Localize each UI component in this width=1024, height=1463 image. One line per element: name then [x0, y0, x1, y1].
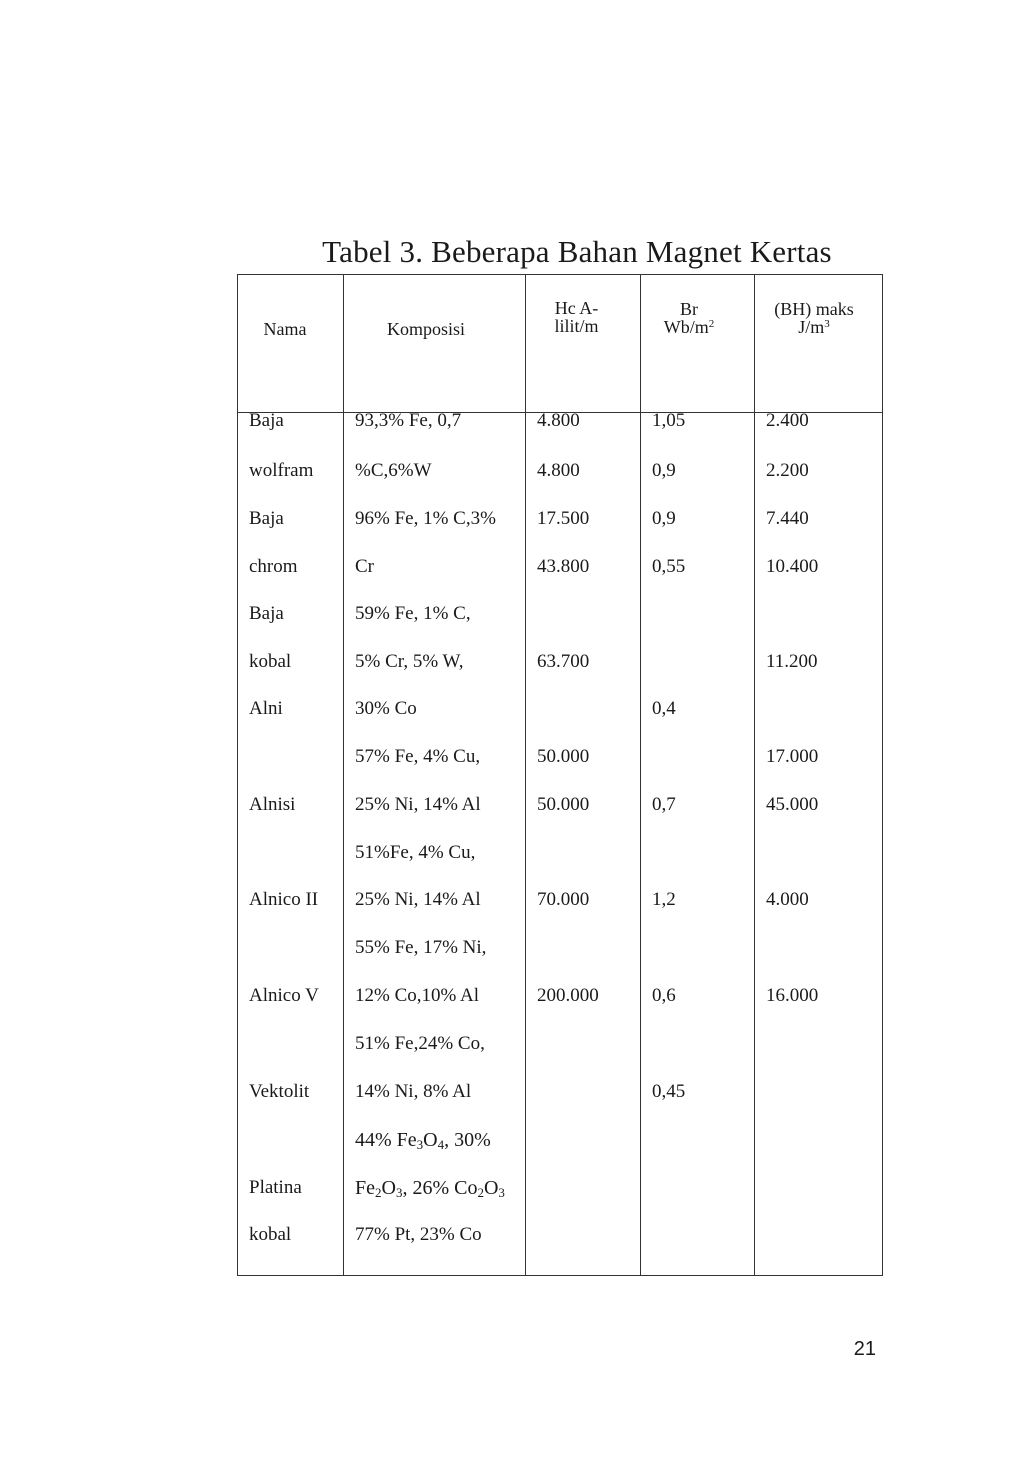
cell-nama: Baja — [249, 410, 284, 431]
table-divider — [343, 274, 344, 1276]
header-hc-line2: lilit/m — [554, 316, 599, 336]
header-hc-line1: Hc A- — [554, 298, 599, 318]
cell-bh: 7.440 — [766, 508, 809, 529]
cell-komposisi: 30% Co — [355, 698, 417, 719]
cell-hc: 4.800 — [537, 410, 580, 431]
cell-nama: Baja — [249, 508, 284, 529]
cell-nama: Alnisi — [249, 794, 296, 815]
cell-hc: 70.000 — [537, 889, 590, 910]
cell-komposisi: Cr — [355, 556, 374, 577]
table-title: Tabel 3. Beberapa Bahan Magnet Kertas — [322, 234, 832, 269]
cell-komposisi: 51% Fe,24% Co, — [355, 1033, 485, 1054]
cell-komposisi: 12% Co,10% Al — [355, 985, 480, 1006]
cell-br: 0,6 — [652, 985, 676, 1006]
cell-nama: Platina — [249, 1177, 302, 1198]
header-br-line2: $Wb/m^2$ — [663, 317, 715, 337]
cell-nama: kobal — [249, 651, 292, 672]
cell-hc: 17.500 — [537, 508, 590, 529]
header-bh-line1: (BH) maks — [774, 299, 854, 319]
cell-komposisi: 25% Ni, 14% Al — [355, 889, 481, 910]
cell-br: 0,4 — [652, 698, 676, 719]
cell-nama: kobal — [249, 1224, 292, 1245]
cell-bh: 2.400 — [766, 410, 809, 431]
table-divider — [525, 274, 526, 1276]
header-br-line1: Br — [680, 299, 698, 319]
table-divider — [754, 274, 755, 1276]
cell-hc: 63.700 — [537, 651, 590, 672]
cell-br: 0,7 — [652, 794, 676, 815]
header-br — [640, 300, 738, 336]
cell-komposisi: 57% Fe, 4% Cu, — [355, 746, 481, 767]
cell-bh: 2.200 — [766, 460, 809, 481]
cell-komposisi: 93,3% Fe, 0,7 — [355, 410, 462, 431]
cell-hc: 4.800 — [537, 460, 580, 481]
cell-hc: 50.000 — [537, 746, 590, 767]
cell-komposisi-formula: $Fe_2O_3$, 26% $Co_2O_3$ — [355, 1177, 505, 1200]
cell-komposisi-formula: 44% $Fe_3O_4$, 30% — [355, 1129, 491, 1152]
header-bh-line2: $J/m^3$ — [798, 317, 830, 337]
cell-nama: Alnico II — [249, 889, 319, 910]
cell-nama: Baja — [249, 603, 284, 624]
cell-br: 1,2 — [652, 889, 676, 910]
cell-nama: Alnico V — [249, 985, 319, 1006]
header-hc — [525, 299, 628, 335]
cell-hc: 43.800 — [537, 556, 590, 577]
cell-br: 0,9 — [652, 508, 676, 529]
cell-bh: 11.200 — [766, 651, 818, 672]
cell-br: 0,9 — [652, 460, 676, 481]
cell-bh: 45.000 — [766, 794, 819, 815]
cell-br: 0,55 — [652, 556, 686, 577]
cell-nama: wolfram — [249, 460, 314, 481]
cell-br: 1,05 — [652, 410, 686, 431]
cell-komposisi: 5% Cr, 5% W, — [355, 651, 464, 672]
cell-komposisi: 96% Fe, 1% C,3% — [355, 508, 496, 529]
cell-komposisi: 51%Fe, 4% Cu, — [355, 842, 476, 863]
cell-komposisi: %C,6%W — [355, 460, 432, 481]
header-komposisi: Komposisi — [386, 319, 465, 339]
cell-komposisi: 59% Fe, 1% C, — [355, 603, 471, 624]
table-divider — [640, 274, 641, 1276]
header-bh — [754, 300, 874, 336]
cell-bh: 4.000 — [766, 889, 809, 910]
cell-br: 0,45 — [652, 1081, 686, 1102]
cell-komposisi: 14% Ni, 8% Al — [355, 1081, 472, 1102]
cell-bh: 17.000 — [766, 746, 819, 767]
cell-hc: 50.000 — [537, 794, 590, 815]
cell-nama: chrom — [249, 556, 298, 577]
header-nama: Nama — [263, 319, 307, 339]
cell-nama: Vektolit — [249, 1081, 310, 1102]
page-number: 21 — [853, 1338, 876, 1360]
cell-hc: 200.000 — [537, 985, 599, 1006]
cell-nama: Alni — [249, 698, 283, 719]
cell-bh: 10.400 — [766, 556, 819, 577]
cell-komposisi: 55% Fe, 17% Ni, — [355, 937, 487, 958]
cell-komposisi: 25% Ni, 14% Al — [355, 794, 481, 815]
cell-komposisi: 77% Pt, 23% Co — [355, 1224, 482, 1245]
cell-bh: 16.000 — [766, 985, 819, 1006]
